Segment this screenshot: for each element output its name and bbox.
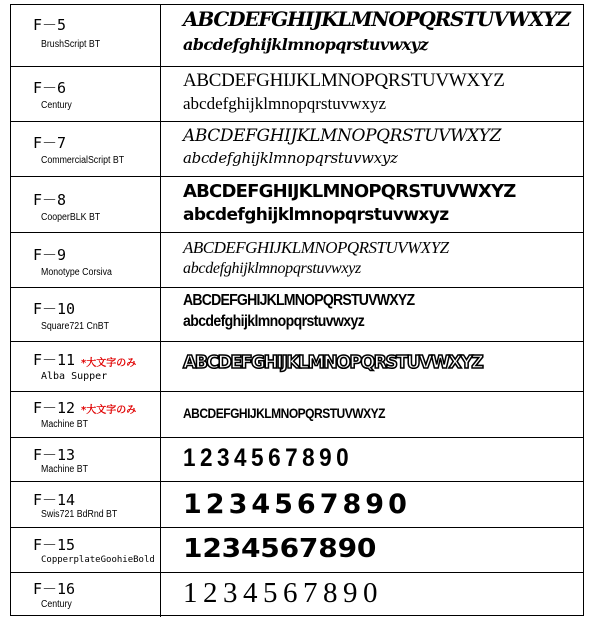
table-row bbox=[11, 288, 583, 342]
font-label-cell bbox=[11, 528, 161, 572]
sample-numbers: 1234567890 bbox=[183, 534, 377, 564]
sample-uppercase: ABCDEFGHIJKLMNOPQRSTUVWXYZ bbox=[183, 181, 516, 202]
font-sample-cell bbox=[161, 438, 583, 481]
sample-lowercase: abcdefghijklmnopqrstuvwxyz bbox=[183, 94, 387, 113]
table-row bbox=[11, 122, 583, 177]
sample-uppercase: ABCDEFGHIJKLMNOPQRSTUVWXYZ bbox=[183, 7, 570, 31]
table-row bbox=[11, 67, 583, 122]
table-row bbox=[11, 5, 583, 67]
font-sample-cell bbox=[161, 233, 583, 287]
uppercase-only-note: *大文字のみ bbox=[81, 358, 137, 369]
font-name: BrushScript BT bbox=[41, 39, 101, 50]
table-row bbox=[11, 177, 583, 233]
table-row bbox=[11, 438, 583, 482]
font-label-cell bbox=[11, 5, 161, 66]
sample-uppercase: ABCDEFGHIJKLMNOPQRSTUVWXYZ bbox=[183, 70, 505, 91]
font-label-cell bbox=[11, 438, 161, 481]
table-row bbox=[11, 342, 583, 392]
sample-numbers: 1234567890 bbox=[183, 444, 354, 472]
font-code: F－16 bbox=[33, 580, 76, 598]
font-sample-cell bbox=[161, 342, 583, 391]
font-name: Machine BT bbox=[41, 419, 88, 430]
font-sample-cell bbox=[161, 5, 583, 66]
sample-lowercase: abcdefghijklmnopqrstuvwxyz bbox=[183, 149, 398, 167]
font-code: F－6 bbox=[33, 79, 67, 97]
sample-uppercase: ABCDEFGHIJKLMNOPQRSTUVWXYZ bbox=[183, 126, 502, 146]
sample-numbers: 1234567890 bbox=[183, 577, 383, 609]
font-sample-table bbox=[10, 4, 584, 616]
font-name: Century bbox=[41, 599, 72, 610]
font-label-cell bbox=[11, 122, 161, 176]
sample-uppercase: ABCDEFGHIJKLMNOPQRSTUVWXYZ bbox=[183, 238, 449, 257]
font-sample-cell bbox=[161, 573, 583, 617]
font-name: CommercialScript BT bbox=[41, 155, 125, 166]
sample-numbers: 1234567890 bbox=[183, 489, 411, 520]
font-code: F－14 bbox=[33, 491, 76, 509]
font-code: F－5 bbox=[33, 16, 67, 34]
font-code: F－11 bbox=[33, 351, 76, 369]
font-label-cell bbox=[11, 342, 161, 391]
table-row bbox=[11, 482, 583, 528]
font-name: CooperBLK BT bbox=[41, 212, 101, 223]
font-sample-cell bbox=[161, 122, 583, 176]
font-code: F－9 bbox=[33, 246, 67, 264]
sample-lowercase: abcdefghijklmnopqrstuvwxyz bbox=[183, 35, 428, 54]
font-sample-cell bbox=[161, 177, 583, 232]
font-label-cell bbox=[11, 573, 161, 617]
sample-lowercase: abcdefghijklmnopqrstuvwxyz bbox=[183, 313, 365, 330]
font-sample-cell bbox=[161, 67, 583, 121]
font-name: Century bbox=[41, 100, 72, 111]
font-code: F－10 bbox=[33, 300, 76, 318]
font-name: Monotype Corsiva bbox=[41, 267, 112, 278]
table-row bbox=[11, 528, 583, 573]
font-label-cell bbox=[11, 177, 161, 232]
font-code: F－8 bbox=[33, 191, 67, 209]
font-sample-cell bbox=[161, 392, 583, 437]
font-name: Machine BT bbox=[41, 464, 88, 475]
sample-lowercase: abcdefghijklmnopqrstuvwxyz bbox=[183, 260, 361, 277]
font-sample-cell bbox=[161, 288, 583, 341]
table-row bbox=[11, 392, 583, 438]
font-name: Swis721 BdRnd BT bbox=[41, 509, 118, 520]
font-name: CopperplateGoohieBold bbox=[41, 555, 155, 565]
font-code: F－15 bbox=[33, 536, 76, 554]
font-code: F－7 bbox=[33, 134, 67, 152]
table-row bbox=[11, 573, 583, 617]
font-label-cell bbox=[11, 67, 161, 121]
sample-uppercase: ABCDEFGHIJKLMNOPQRSTUVWXYZ bbox=[183, 292, 415, 309]
sample-lowercase: abcdefghijklmnopqrstuvwxyz bbox=[183, 205, 449, 225]
uppercase-only-note: *大文字のみ bbox=[81, 405, 137, 416]
font-sample-cell bbox=[161, 482, 583, 527]
table-row bbox=[11, 233, 583, 288]
font-label-cell bbox=[11, 233, 161, 287]
font-code: F－13 bbox=[33, 446, 76, 464]
sample-uppercase: ABCDEFGHIJKLMNOPQRSTUVWXYZ bbox=[183, 352, 483, 373]
font-label-cell bbox=[11, 482, 161, 527]
font-label-cell bbox=[11, 288, 161, 341]
font-name: Square721 CnBT bbox=[41, 321, 110, 332]
font-code: F－12 bbox=[33, 399, 76, 417]
font-label-cell bbox=[11, 392, 161, 437]
sample-uppercase: ABCDEFGHIJKLMNOPQRSTUVWXYZ bbox=[183, 405, 385, 421]
font-name: Alba Supper bbox=[41, 371, 108, 382]
font-sample-cell bbox=[161, 528, 583, 572]
